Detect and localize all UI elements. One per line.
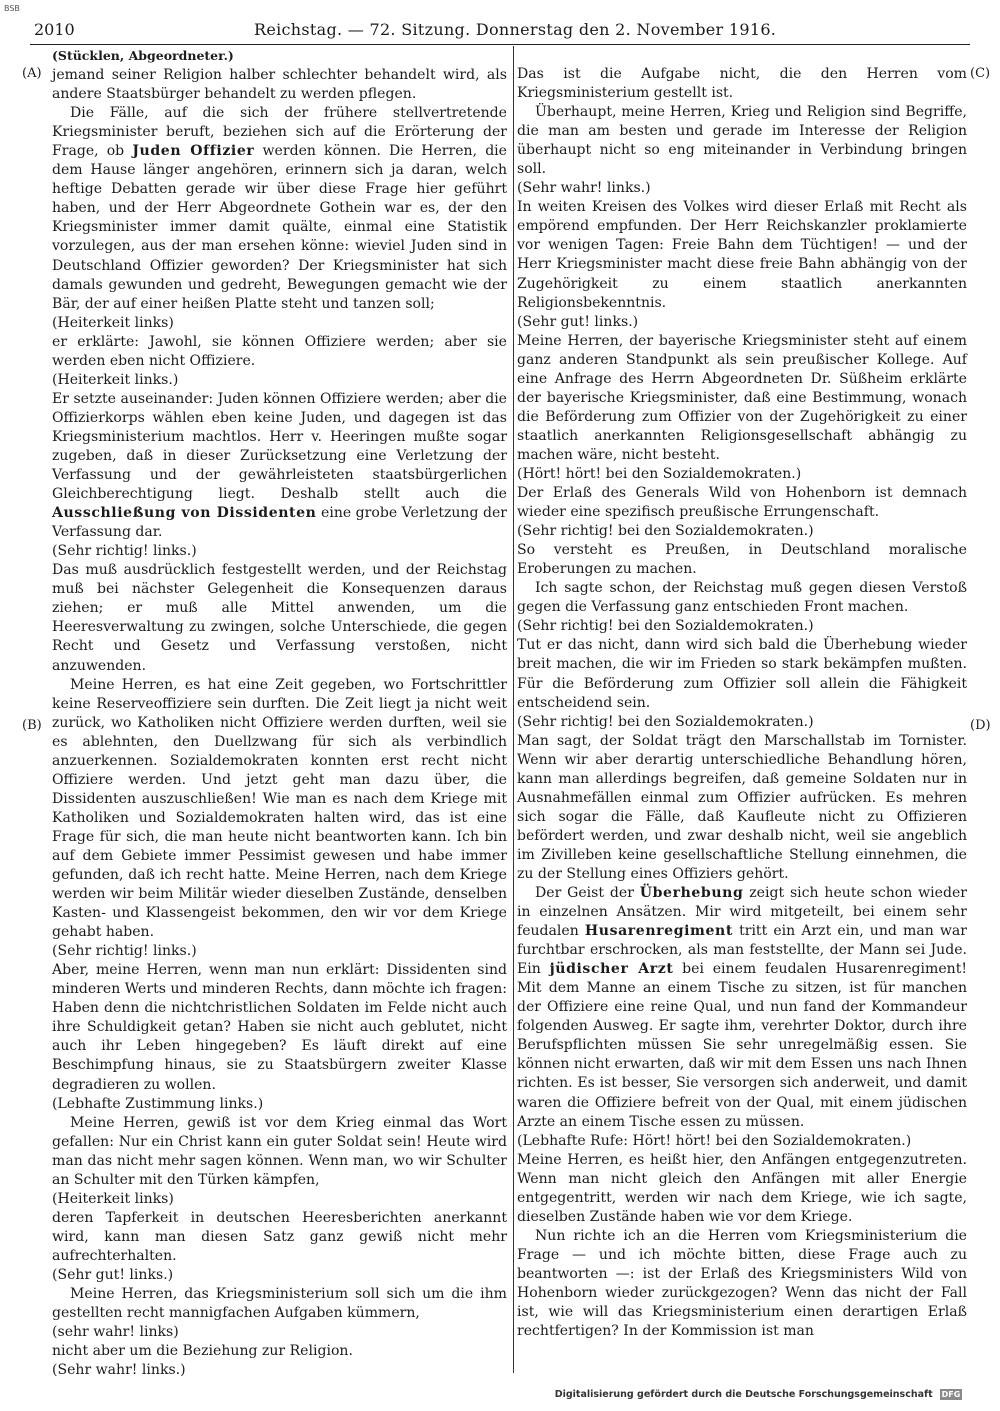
paragraph: jemand seiner Religion halber schlechter behandelt wird, als andere Staatsbürger behandelt zu werden pflegen. bbox=[52, 67, 507, 103]
footer-text: Digitalisierung gefördert durch die Deutsche Forschungsgemeinschaft bbox=[554, 1389, 933, 1400]
interjection: (Sehr richtig! bei den Sozialdemokraten.) bbox=[517, 713, 814, 730]
paragraph: Er setzte auseinander: Juden können Offiziere werden; aber die Offizierkorps wählen eben keine Juden, und dagegen ist das Kriegsministerium machtlos. Herr v. Heeringen mußte sogar zugeben, daß in dieser Zurücksetzung eine Verletzung der Verfassung und der gewährleisteten staatsbürgerlichen Gleichberechtigung liegt. Deshalb stellt auch die Ausschließung von Dissidenten eine grobe Verletzung der Verfassung dar. bbox=[52, 390, 507, 541]
emphasis: Juden Offizier bbox=[132, 143, 255, 160]
paragraph: nicht aber um die Beziehung zur Religion. bbox=[52, 1343, 353, 1360]
paragraph: Das muß ausdrücklich festgestellt werden, und der Reichstag muß bei nächster Gelegenheit die Konsequenzen daraus ziehen; er muß alle Mittel anwenden, um die Heeresverwaltung zu zwingen, solche Unterschiede, die gegen Recht und Gesetz und Verfassung verstoßen, nicht anzuwenden. bbox=[52, 562, 507, 674]
paragraph: Meine Herren, es hat eine Zeit gegeben, wo Fortschrittler keine Reserveoffiziere sein durften. Die Zeit liegt ja nicht weit zurück, wo Katholiken nicht Offiziere werden durften, weil sie es ablehnten, den Duellzwang für sich als verbindlich anzuerkennen. Sozialdemokraten konnten erst recht nicht Offiziere werden. Und jetzt geht man dazu über, die Dissidenten auszuschließen! Wie man es nach dem Kriege mit Katholiken und Sozialdemokraten halten wird, das ist eine Frage für sich, die man heute nicht beantworten kann. Ich bin auf dem Gebiete immer Pessimist gewesen und habe immer gefunden, daß ich recht hatte. Meine Herren, nach dem Kriege werden wir beim Militär wieder dieselben Zustände, denselben Kasten- und Klassengeist bekommen, den wir vor dem Kriege gehabt haben. bbox=[52, 676, 507, 941]
paragraph: Meine Herren, das Kriegsministerium soll sich um die ihm gestellten recht mannigfachen Aufgaben kümmern, bbox=[52, 1286, 507, 1322]
emphasis: Überhebung bbox=[639, 885, 744, 902]
paragraph: Tut er das nicht, dann wird sich bald die Überhebung wieder breit machen, die wir im Frieden so stark bekämpfen mußten. Für die Beförderung zum Offizier soll allein die Fähigkeit entscheidend sein. bbox=[517, 637, 967, 711]
paragraph: Meine Herren, gewiß ist vor dem Krieg einmal das Wort gefallen: Nur ein Christ kann ein guter Soldat sein! Heute wird man das nicht mehr sagen können. Wenn man, wo wir Schulter an Schulter mit den Türken kämpfen, bbox=[52, 1114, 507, 1188]
interjection: (Sehr gut! links.) bbox=[52, 1267, 174, 1283]
paragraph: Der Erlaß des Generals Wild von Hohenborn ist demnach wieder eine spezifisch preußische Errungenschaft. bbox=[517, 485, 967, 521]
paragraph: Der Geist der Überhebung zeigt sich heute schon wieder in einzelnen Ansätzen. Mir wird mitgeteilt, bei einem sehr feudalen Husarenregiment tritt ein Arzt ein, und man war furchtbar erschrocken, als man feststellte, der Mann sei Jude. Ein jüdischer Arzt bei einem feudalen Husarenregiment! Mit dem Manne an einem Tische zu sitzen, ist für manchen der Offiziere eine reine Qual, und nun fand der Kommandeur folgenden Ausweg. Er sagte ihm, verehrter Doktor, durch ihre Berufspflichten müssen Sie sehr unregelmäßig essen. Sie können nicht erwarten, daß wir mit dem Essen uns nach Ihnen richten. Es ist besser, Sie versorgen sich anderweit, und damit waren die Offiziere befreit von der Qual, mit einem jüdischen Arzte an einem Tische essen zu müssen. bbox=[517, 885, 967, 1130]
speaker-note: (Stücklen, Abgeordneter.) bbox=[52, 48, 234, 63]
interjection: (Sehr richtig! links.) bbox=[52, 943, 197, 960]
interjection: (Lebhafte Zustimmung links.) bbox=[52, 1095, 264, 1112]
column-divider bbox=[513, 46, 514, 1373]
library-mark: BSB bbox=[4, 4, 20, 13]
paragraph: So versteht es Preußen, in Deutschland moralische Eroberungen zu machen. bbox=[517, 542, 967, 578]
interjection: (Sehr richtig! bei den Sozialdemokraten.) bbox=[517, 618, 814, 635]
paragraph: Überhaupt, meine Herren, Krieg und Religion sind Begriffe, die man am besten und gerade im Interesse der Religion überhaupt nicht so eng miteinander in Verbindung bringen soll. bbox=[517, 104, 967, 178]
paragraph: In weiten Kreisen des Volkes wird dieser Erlaß mit Recht als empörend empfunden. Der Herr Reichskanzler proklamierte vor wenigen Tagen: Freie Bahn dem Tüchtigen! — und der Herr Kriegsminister macht diese freie Bahn abhängig von der Zugehörigkeit zu einem staatlich anerkannten Religionsbekenntnis. bbox=[517, 199, 967, 311]
interjection: (Hört! hört! bei den Sozialdemokraten.) bbox=[517, 465, 802, 482]
interjection: (Sehr richtig! bei den Sozialdemokraten.) bbox=[517, 523, 814, 540]
paragraph: deren Tapferkeit in deutschen Heeresberichten anerkannt wird, kann man diesen Satz ganz gewiß nicht mehr aufrechterhalten. bbox=[52, 1209, 507, 1264]
paragraph: Meine Herren, der bayerische Kriegsminister steht auf einem ganz anderen Standpunkt als sein preußischer Kollege. Auf eine Anfrage des Herrn Abgeordneten Dr. Süßheim erklärte der bayerische Kriegsminister, daß eine Bestimmung, wonach die Beförderung zum Offizier von der Zugehörigkeit zu einer staatlich anerkannten Religionsgesellschaft abhängig zu machen wäre, nicht besteht. bbox=[517, 332, 967, 463]
left-column bbox=[52, 46, 507, 1380]
paragraph: Nun richte ich an die Herren vom Kriegsministerium die Frage — und ich möchte bitten, diese Frage auch zu beantworten —: ist der Erlaß des Kriegsministers Wild von Hohenborn wieder zurückgezogen? Wenn das nicht der Fall ist, wie will das Kriegsministerium einen derartigen Erlaß rechtfertigen? In der Kommission ist man bbox=[517, 1227, 967, 1340]
paragraph: Die Fälle, auf die sich der frühere stellvertretende Kriegsminister beruft, beziehen sich auf die Erörterung der Frage, ob Juden Offizier werden können. Die Herren, die dem Hause länger angehören, erinnern sich ja daran, welch heftige Debatten gerade wir über diese Frage hier geführt haben, und der Herr Abgeordnete Gothein war es, der den Kriegsminister immer damit quälte, einmal eine Statistik vorzulegen, aus der man ersehen könne: wieviel Juden sind in Deutschland Offizier geworden? Der Kriegsminister hat sich damals gewunden und gedreht, Bewegungen gemacht wie der Bär, der auf einer heißen Platte steht und tanzen soll; bbox=[52, 105, 507, 312]
interjection: (Heiterkeit links) bbox=[52, 314, 174, 331]
margin-mark-c: (C) bbox=[970, 66, 991, 81]
page-header bbox=[34, 18, 966, 42]
emphasis: Husarenregiment bbox=[584, 923, 733, 940]
interjection: (Sehr wahr! links.) bbox=[517, 180, 651, 197]
paragraph: Meine Herren, es heißt hier, den Anfängen entgegenzutreten. Wenn man nicht gleich den Anfängen mit aller Energie entgegentritt, werden wir nach dem Kriege, wie ich sagte, dieselben Zustände haben wie vor dem Kriege. bbox=[517, 1151, 967, 1225]
interjection: (sehr wahr! links) bbox=[52, 1324, 179, 1341]
interjection: (Sehr wahr! links.) bbox=[52, 1362, 186, 1379]
header-rule bbox=[30, 44, 970, 45]
dfg-logo: DFG bbox=[941, 1390, 961, 1399]
interjection: (Heiterkeit links.) bbox=[52, 371, 179, 388]
emphasis: jüdischer Arzt bbox=[549, 961, 674, 978]
paragraph: Das ist die Aufgabe nicht, die den Herren vom Kriegsministerium gestellt ist. bbox=[517, 66, 967, 102]
margin-mark-b: (B) bbox=[22, 718, 42, 733]
margin-mark-d: (D) bbox=[970, 718, 991, 733]
interjection: (Lebhafte Rufe: Hört! hört! bei den Sozialdemokraten.) bbox=[517, 1132, 912, 1149]
interjection: (Sehr richtig! links.) bbox=[52, 543, 197, 560]
right-column bbox=[517, 46, 967, 1341]
margin-mark-a: (A) bbox=[22, 66, 42, 81]
running-title: Reichstag. — 72. Sitzung. Donnerstag den 2. November 1916. bbox=[254, 20, 777, 39]
page-number: 2010 bbox=[34, 20, 75, 39]
interjection: (Heiterkeit links) bbox=[52, 1190, 174, 1207]
paragraph: Ich sagte schon, der Reichstag muß gegen diesen Verstoß gegen die Verfassung ganz entschieden Front machen. bbox=[517, 580, 967, 616]
paragraph: Man sagt, der Soldat trägt den Marschallstab im Tornister. Wenn wir aber derartig unterschiedliche Behandlung hören, kann man allerdings begreifen, daß gemeine Soldaten nur in Ausnahmefällen einmal zum Offizier aufrücken. Es mehren sich sogar die Fälle, daß Kaufleute nicht zu Offizieren befördert werden, und zwar deshalb nicht, weil sie angeblich im Zivilleben keine gesellschaftliche Stellung einnehmen, die zu der Stellung eines Offiziers gehört. bbox=[517, 732, 967, 882]
paragraph: Aber, meine Herren, wenn man nun erklärt: Dissidenten sind minderen Werts und minderen Rechts, dann möchte ich fragen: Haben denn die nichtchristlichen Soldaten im Felde nicht auch ihre Schuldigkeit getan? Haben sie nicht auch geblutet, nicht auch ihr Leben hingegeben? Es läuft direkt auf eine Beschimpfung hinaus, sie zu Staatsbürgern zweiter Klasse degradieren zu wollen. bbox=[52, 962, 507, 1093]
footer-credit bbox=[555, 1389, 962, 1400]
interjection: (Sehr gut! links.) bbox=[517, 313, 639, 330]
paragraph: er erklärte: Jawohl, sie können Offiziere werden; aber sie werden eben nicht Offiziere. bbox=[52, 333, 507, 369]
emphasis: Ausschließung von Dissidenten bbox=[52, 505, 317, 522]
